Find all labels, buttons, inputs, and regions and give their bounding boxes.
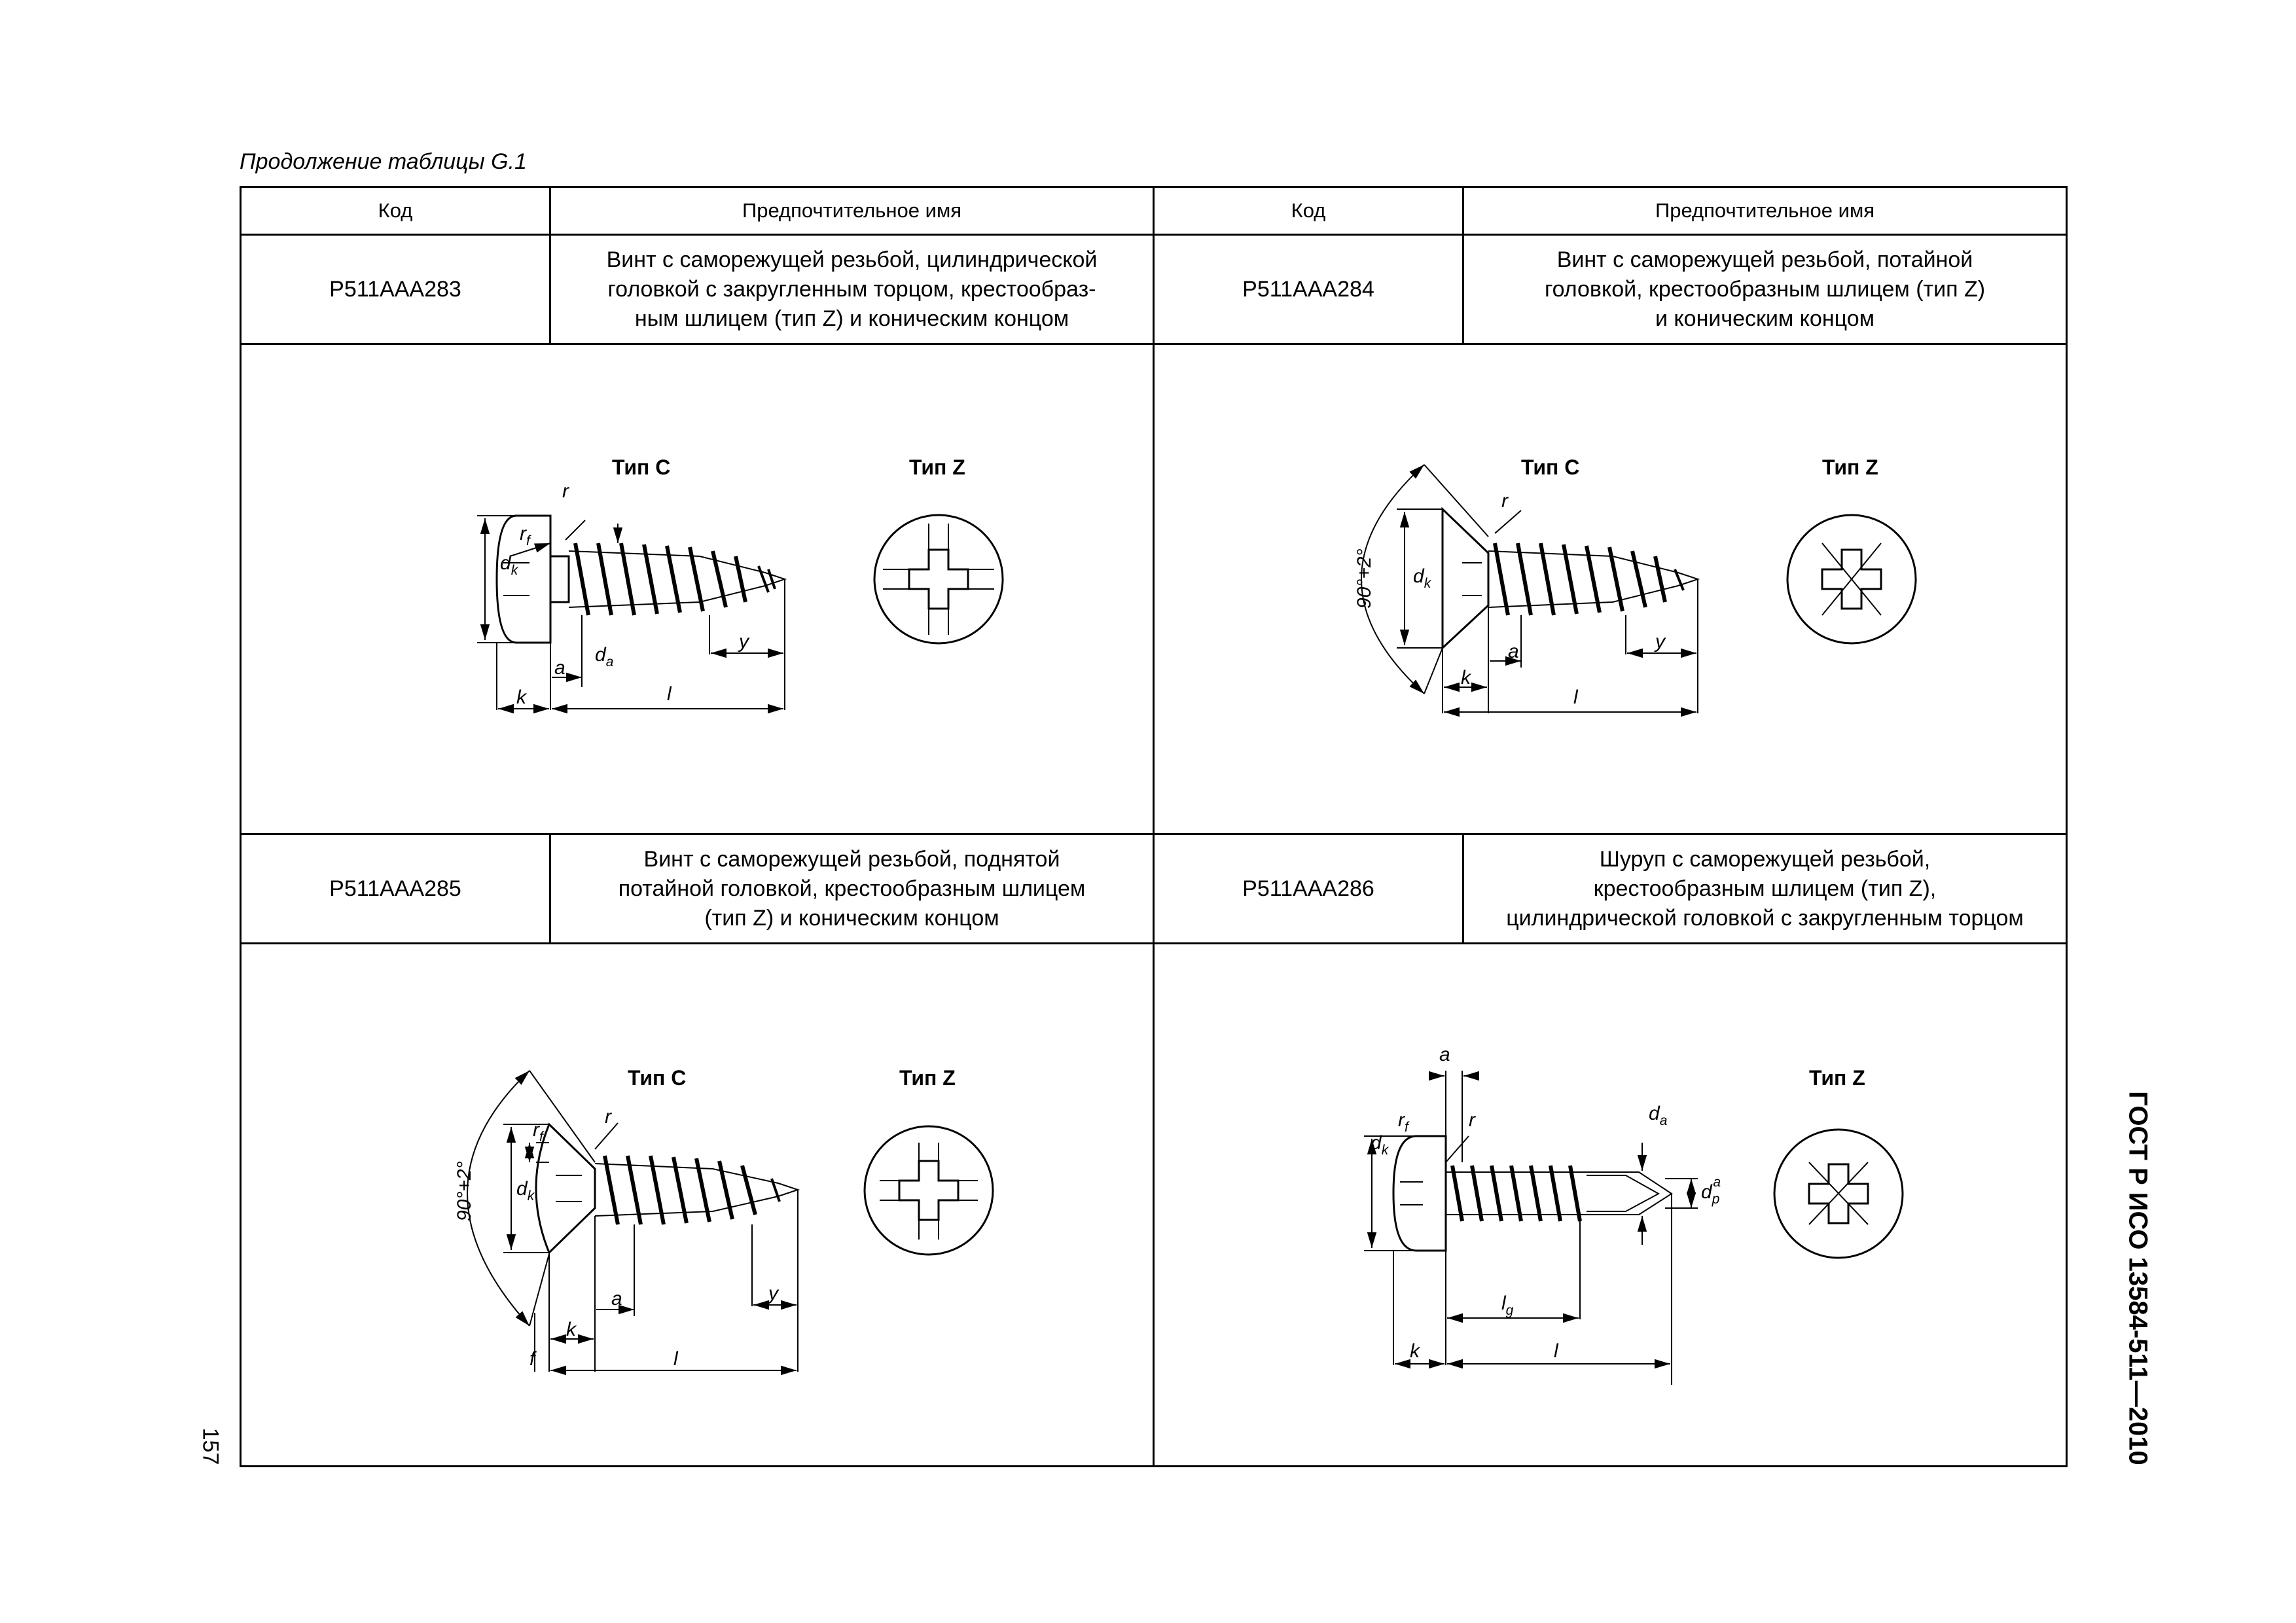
dim-r: r <box>605 1106 611 1128</box>
dim-a: a <box>1508 641 1519 662</box>
drawing-cell <box>1154 344 2067 834</box>
part-name-line: Винт с саморежущей резьбой, поднятой <box>643 846 1060 872</box>
screw-drawing-283 <box>242 347 1151 831</box>
page-number <box>194 1420 226 1472</box>
label-tip-z: Тип Z <box>909 455 965 479</box>
dim-dk: $d_k$ <box>500 552 518 578</box>
dim-a: a <box>1439 1044 1450 1065</box>
part-code: P511AAA286 <box>1154 834 1463 944</box>
dim-rf: $r_f$ <box>1398 1109 1408 1135</box>
part-code: P511AAA285 <box>241 834 550 944</box>
part-code: P511AAA284 <box>1154 235 1463 344</box>
part-name-line: Винт с саморежущей резьбой, потайной <box>1556 247 1973 272</box>
page-number-text: 157 <box>198 1427 223 1465</box>
dim-k: k <box>1461 667 1471 688</box>
dim-l: l <box>667 683 672 705</box>
label-tip-c: Тип C <box>628 1066 687 1090</box>
dim-rf: $r_f$ <box>533 1119 543 1145</box>
dim-dk: $d_k$ <box>1371 1132 1389 1158</box>
part-name <box>550 834 1154 944</box>
table-row <box>241 235 2067 344</box>
header-code: Код <box>1154 187 1463 235</box>
label-tip-z: Тип Z <box>1809 1066 1865 1090</box>
part-name-line: Винт с саморежущей резьбой, цилиндрической <box>606 247 1098 272</box>
part-name-line: головкой, крестообразным шлицем (тип Z) <box>1544 276 1986 302</box>
parts-table <box>240 186 2068 1467</box>
dim-y: y <box>739 631 749 652</box>
document-title-text: ГОСТ Р ИСО 13584-511—2010 <box>2123 1091 2153 1465</box>
label-tip-z: Тип Z <box>899 1066 956 1090</box>
dim-angle: 90°+2° <box>1354 548 1375 609</box>
header-code: Код <box>241 187 550 235</box>
part-code: P511AAA283 <box>241 235 550 344</box>
drawing-row <box>241 944 2067 1467</box>
dim-rf: $r_f$ <box>520 523 530 548</box>
dim-a: a <box>611 1288 622 1310</box>
part-name-line: Шуруп с саморежущей резьбой, <box>1599 846 1931 872</box>
dim-lg: $l_g$ <box>1501 1293 1514 1318</box>
part-name <box>550 235 1154 344</box>
screw-drawing-285 <box>242 946 1151 1463</box>
dim-da: $d_a$ <box>1649 1103 1668 1128</box>
drawing-cell <box>1154 944 2067 1467</box>
dim-r: r <box>1501 490 1508 512</box>
dim-dp: $d_pa$ <box>1701 1175 1721 1207</box>
drawing-row <box>241 344 2067 834</box>
dim-l: l <box>1573 687 1578 708</box>
label-tip-c: Тип C <box>612 455 671 479</box>
header-name: Предпочтительное имя <box>550 187 1154 235</box>
part-name-line: и коническим концом <box>1655 306 1874 331</box>
part-name-line: головкой с закругленным торцом, крестообраз- <box>607 276 1096 302</box>
dim-dk: $d_k$ <box>1413 565 1431 591</box>
part-name-line: крестообразным шлицем (тип Z), <box>1593 876 1937 901</box>
dim-k: k <box>1410 1340 1420 1362</box>
drawing-cell <box>241 944 1154 1467</box>
part-name-line: потайной головкой, крестообразным шлицем <box>618 876 1086 901</box>
dim-k: k <box>566 1319 576 1340</box>
part-name-line: цилиндрической головкой с закругленным торцом <box>1506 905 2024 931</box>
dim-y: y <box>768 1283 778 1304</box>
dim-l: l <box>1554 1340 1558 1362</box>
dim-dk: $d_k$ <box>516 1178 535 1204</box>
table-row <box>241 834 2067 944</box>
dim-r: r <box>1469 1109 1475 1131</box>
part-name-line: ным шлицем (тип Z) и коническим концом <box>634 306 1069 331</box>
screw-drawing-284 <box>1155 347 2064 831</box>
dim-l: l <box>673 1348 678 1370</box>
screw-drawing-286 <box>1155 946 2064 1463</box>
dim-r: r <box>562 480 569 502</box>
dim-da: $d_a$ <box>595 644 614 669</box>
part-name-line: (тип Z) и коническим концом <box>704 905 999 931</box>
dim-y: y <box>1655 631 1665 652</box>
part-name <box>1463 834 2067 944</box>
part-name <box>1463 235 2067 344</box>
dim-angle: 90°+2° <box>454 1161 475 1221</box>
label-tip-c: Тип C <box>1521 455 1580 479</box>
document-title-vertical <box>2113 1079 2162 1478</box>
label-tip-z: Тип Z <box>1822 455 1878 479</box>
table-header-row <box>241 187 2067 235</box>
table-caption: Продолжение таблицы G.1 <box>240 149 527 174</box>
dim-k: k <box>516 687 526 708</box>
header-name: Предпочтительное имя <box>1463 187 2067 235</box>
dim-f: f <box>529 1348 535 1370</box>
dim-a: a <box>554 657 565 679</box>
drawing-cell <box>241 344 1154 834</box>
